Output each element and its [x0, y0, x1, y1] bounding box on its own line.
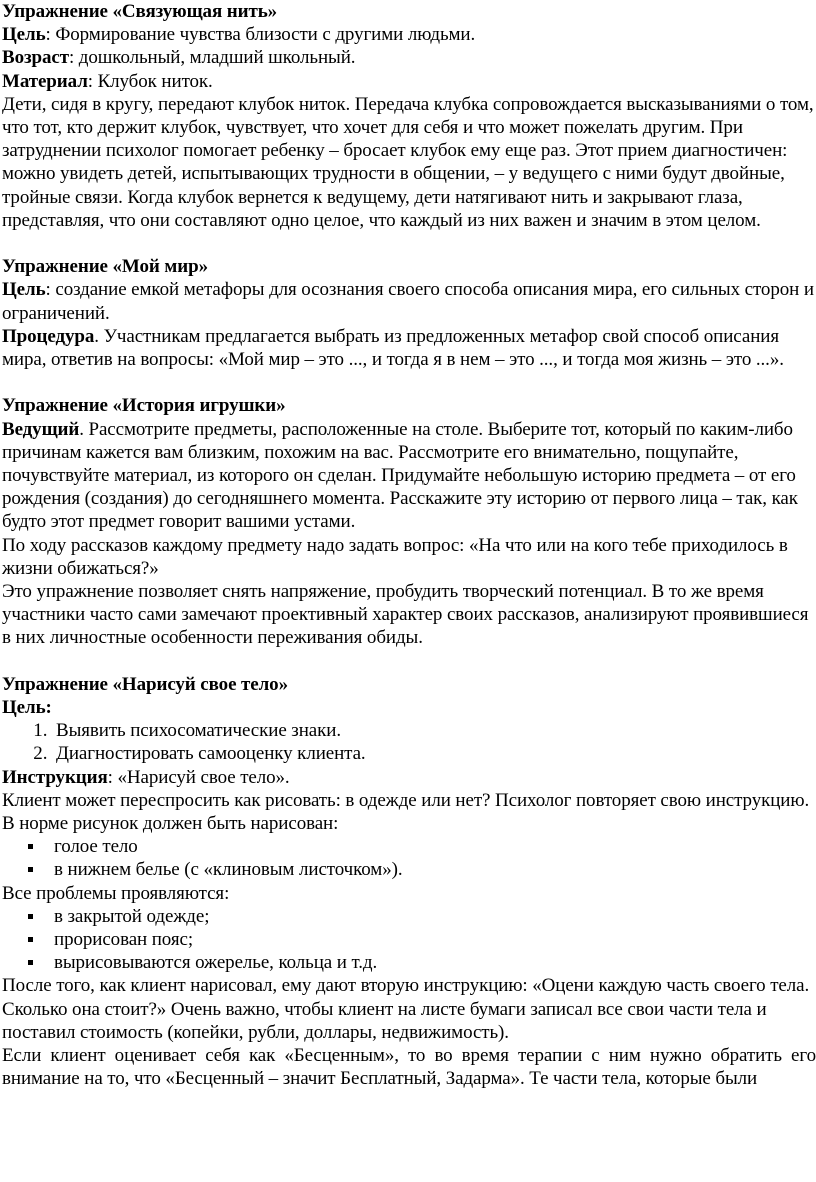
exercise-3-summary: Это упражнение позволяет снять напряжение, пробудить творческий потенциал. В то же время участники часто сами замечают проективный характер своих рассказов, анализируют проявившиеся в них личностные особенности переживания обиды.: [2, 581, 809, 649]
goals-list: [2, 719, 816, 765]
exercise-3-question: По ходу рассказов каждому предмету надо задать вопрос: «На что или на кого тебе приходилось в жизни обижаться?»: [2, 534, 788, 579]
square-bullet-icon: [28, 867, 33, 872]
square-bullet-icon: [28, 914, 33, 919]
age-text: : дошкольный, младший школьный.: [68, 47, 356, 69]
material-label: Материал: [2, 70, 88, 92]
material-text: : Клубок ниток.: [87, 70, 213, 92]
exercise-4-para-1: Клиент может переспросить как рисовать: в одежде или нет? Психолог повторяет свою инструкцию.: [2, 789, 810, 811]
exercise-4-para-2: После того, как клиент нарисовал, ему дают вторую инструкцию: «Оцени каждую часть своего тела. Сколько она стоит?» Очень важно, чтобы клиент на листе бумаги записал все свои части тела и поставил стоимость (копейки, рубли, доллары, недвижимость).: [2, 975, 810, 1043]
exercise-3-title: Упражнение «История игрушки»: [2, 395, 286, 417]
exercise-2-title: Упражнение «Мой мир»: [2, 256, 208, 278]
list-item: 1. Выявить психосоматические знаки.: [52, 719, 816, 742]
goal-text: : Формирование чувства близости с другими людьми.: [45, 24, 476, 46]
norm-intro: В норме рисунок должен быть нарисован:: [2, 813, 339, 835]
lead-label: Ведущий: [2, 418, 80, 440]
exercise-4-goal-label: Цель:: [2, 697, 52, 719]
list-item: [28, 905, 816, 928]
instruction-label: Инструкция: [2, 766, 108, 788]
list-item-text: вырисовываются ожерелье, кольца и т.д.: [54, 952, 378, 974]
procedure-label: Процедура: [2, 325, 95, 347]
list-item-text: прорисован пояс;: [54, 929, 193, 951]
exercise-4-title: Упражнение «Нарисуй свое тело»: [2, 673, 288, 695]
exercise-1-age: [2, 46, 816, 69]
problems-list: [2, 905, 816, 975]
exercise-2-goal: [2, 278, 816, 324]
square-bullet-icon: [28, 844, 33, 849]
goal-text: : создание емкой метафоры для осознания своего способа описания мира, его сильных сторон и ограничений.: [2, 279, 814, 324]
norm-list: [2, 835, 816, 881]
list-item: [28, 951, 816, 974]
exercise-1-title: Упражнение «Связующая нить»: [2, 1, 278, 22]
square-bullet-icon: [28, 937, 33, 942]
age-label: Возраст: [2, 47, 69, 69]
list-item-text: голое тело: [54, 836, 138, 858]
exercise-1-material: [2, 70, 816, 93]
list-item: [28, 928, 816, 951]
spacer: [2, 232, 816, 255]
exercise-1-body: Дети, сидя в кругу, передают клубок ниток. Передача клубка сопровождается высказываниями о том, что тот, кто держит клубок, чувствует, что хочет для себя и что может пожелать другим. При затруднении психолог помогает ребенку – бросает клубок ему еще раз. Этот прием диагностичен: можно увидеть детей, испытывающих трудности в общении, – у ведущего с ними будут двойные, тройные связи. Когда клубок вернется к ведущему, дети натягивают нить и закрывают глаза, представляя, что они составляют одно целое, что каждый из них важен и значим в этом целом.: [2, 93, 814, 231]
list-item-text: в нижнем белье (с «клиновым листочком»).: [54, 859, 403, 881]
lead-text: . Рассмотрите предметы, расположенные на столе. Выберите тот, который по каким-либо причинам кажется вам близким, похожим на вас. Рассмотрите его внимательно, пощупайте, почувствуйте материал, из которого он сделан. Придумайте небольшую историю предмета – от его рождения (создания) до сегодняшнего момента. Расскажите эту историю от первого лица – так, как будто этот предмет говорит вашими устами.: [2, 418, 798, 533]
goal-label: Цель: [2, 279, 46, 301]
square-bullet-icon: [28, 960, 33, 965]
exercise-4-para-3: Если клиент оценивает себя как «Бесценным», то во время терапии с ним нужно обратить его внимание на то, что «Бесценный – значит Бесплатный, Задарма». Те части тела, которые были: [2, 1045, 816, 1090]
list-item: [28, 835, 816, 858]
exercise-3-lead: [2, 418, 816, 534]
list-item-text: в закрытой одежде;: [54, 905, 210, 927]
instruction-text: : «Нарисуй свое тело».: [107, 766, 290, 788]
list-item: 2. Диагностировать самооценку клиента.: [52, 742, 816, 765]
exercise-1-goal: [2, 23, 816, 46]
goal-label: Цель: [2, 24, 46, 46]
exercise-4-instruction: [2, 766, 816, 789]
problems-intro: Все проблемы проявляются:: [2, 882, 230, 904]
spacer: [2, 650, 816, 673]
procedure-text: . Участникам предлагается выбрать из предложенных метафор свой способ описания мира, ответив на вопросы: «Мой мир – это ..., и тогда я в нем – это ..., и тогда моя жизнь – это ...».: [2, 325, 784, 371]
spacer: [2, 371, 816, 394]
exercise-2-procedure: [2, 325, 816, 371]
list-item: [28, 858, 816, 881]
